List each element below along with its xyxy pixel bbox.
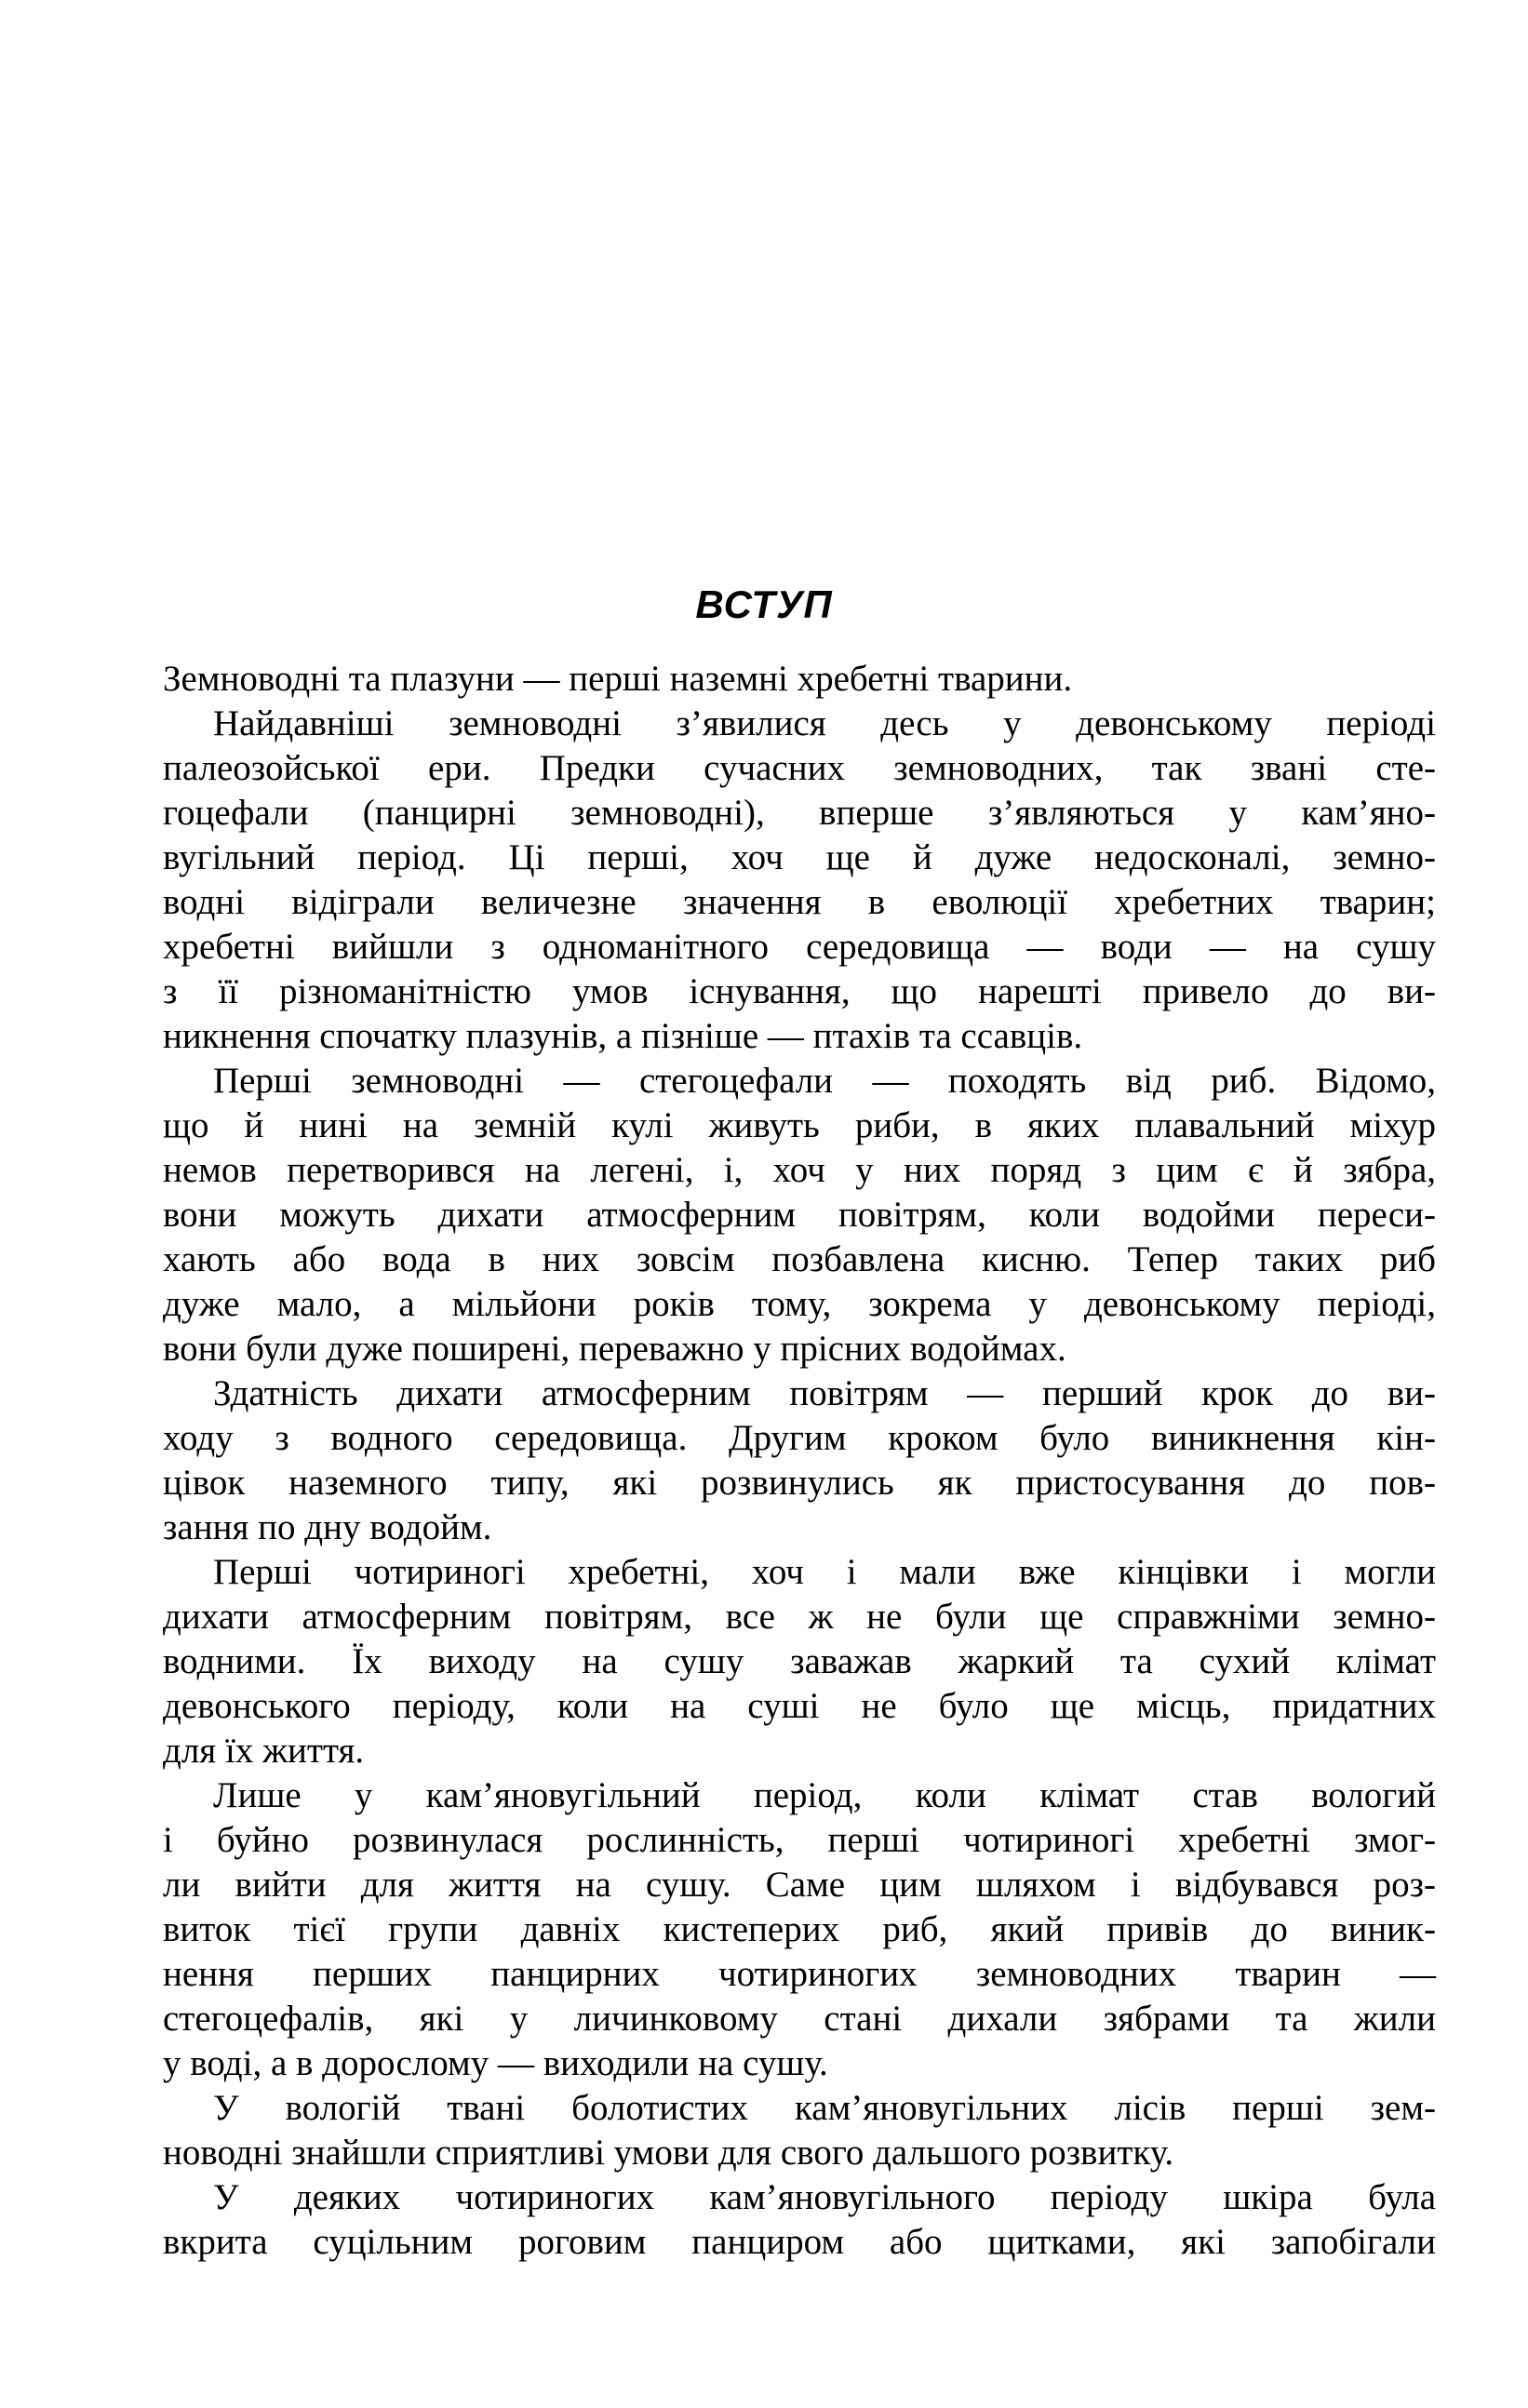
text-line: вони можуть дихати атмосферним повітрям, коли водойми переси- bbox=[163, 1195, 1436, 1235]
text-line: Лише у кам’яновугільний період, коли клімат став вологий bbox=[213, 1775, 1436, 1815]
paragraph bbox=[163, 1550, 1436, 1773]
text-line: вони були дуже поширені, переважно у прісних водоймах. bbox=[163, 1329, 1066, 1369]
text-line: Земноводні та плазуни — перші наземні хребетні тварини. bbox=[163, 659, 1073, 699]
text-line: У деяких чотириногих кам’яновугільного періоду шкіра була bbox=[213, 2177, 1436, 2217]
text-line: зання по дну водойм. bbox=[163, 1507, 492, 1547]
text-line: дихати атмосферним повітрям, все ж не були ще справжніми земно- bbox=[163, 1597, 1436, 1637]
text-line: цівок наземного типу, які розвинулись як пристосування до пов- bbox=[163, 1463, 1436, 1503]
text-line: немов перетворився на легені, і, хоч у них поряд з цим є й зябра, bbox=[163, 1150, 1436, 1190]
text-line: ли вийти для життя на сушу. Саме цим шляхом і відбувався роз- bbox=[163, 1865, 1436, 1905]
text-line: У вологій твані болотистих кам’яновугільних лісів перші зем- bbox=[213, 2088, 1436, 2128]
text-line: палеозойської ери. Предки сучасних земноводних, так звані сте- bbox=[163, 748, 1436, 788]
text-line: хребетні вийшли з одноманітного середовища — води — на сушу bbox=[163, 927, 1436, 967]
paragraph bbox=[163, 1773, 1436, 2086]
text-line: водні відіграли величезне значення в еволюції хребетних тварин; bbox=[163, 882, 1436, 922]
text-line: Перші земноводні — стегоцефали — походять від риб. Відомо, bbox=[213, 1061, 1436, 1101]
text-line: для їх життя. bbox=[163, 1731, 365, 1771]
text-line: хають або вода в них зовсім позбавлена кисню. Тепер таких риб bbox=[163, 1239, 1436, 1279]
paragraph bbox=[163, 1059, 1436, 1371]
paragraph bbox=[163, 657, 1436, 702]
text-line: новодні знайшли сприятливі умови для свого дальшого розвитку. bbox=[163, 2133, 1174, 2173]
paragraph bbox=[163, 1371, 1436, 1550]
chapter-heading: ВСТУП bbox=[695, 582, 833, 626]
body-text bbox=[163, 657, 1436, 2265]
text-line: водними. Їх виходу на сушу заважав жаркий та сухий клімат bbox=[163, 1641, 1436, 1681]
text-line: Здатність дихати атмосферним повітрям — перший крок до ви- bbox=[213, 1373, 1436, 1413]
text-line: виток тієї групи давніх кистеперих риб, який привів до виник- bbox=[163, 1909, 1436, 1949]
text-line: Перші чотириногі хребетні, хоч і мали вже кінцівки і могли bbox=[213, 1552, 1436, 1592]
paragraph bbox=[163, 702, 1436, 1059]
text-line: Найдавніші земноводні з’явилися десь у девонському періоді bbox=[213, 703, 1436, 743]
text-line: вугільний період. Ці перші, хоч ще й дуже недосконалі, земно- bbox=[163, 837, 1436, 877]
text-line: девонського періоду, коли на суші не було ще місць, придатних bbox=[163, 1686, 1436, 1726]
text-line: дуже мало, а мільйони років тому, зокрема у девонському періоді, bbox=[163, 1284, 1436, 1324]
text-line: никнення спочатку плазунів, а пізніше — птахів та ссавців. bbox=[163, 1016, 1083, 1056]
paragraph bbox=[163, 2175, 1436, 2265]
text-line: що й нині на земній кулі живуть риби, в яких плавальний міхур bbox=[163, 1105, 1436, 1145]
text-line: нення перших панцирних чотириногих земноводних тварин — bbox=[163, 1954, 1436, 1994]
text-line: вкрита суцільним роговим панциром або щитками, які запобігали bbox=[163, 2222, 1436, 2262]
text-line: ходу з водного середовища. Другим кроком було виникнення кін- bbox=[163, 1418, 1436, 1458]
text-line: у воді, а в дорослому — виходили на сушу. bbox=[163, 2043, 828, 2083]
text-line: стегоцефалів, які у личинковому стані дихали зябрами та жили bbox=[163, 1999, 1436, 2039]
paragraph bbox=[163, 2086, 1436, 2175]
text-line: гоцефали (панцирні земноводні), вперше з’являються у кам’яно- bbox=[163, 793, 1436, 833]
text-line: з її різноманітністю умов існування, що нарешті привело до ви- bbox=[163, 971, 1436, 1011]
text-line: і буйно розвинулася рослинність, перші чотириногі хребетні змог- bbox=[163, 1820, 1436, 1860]
